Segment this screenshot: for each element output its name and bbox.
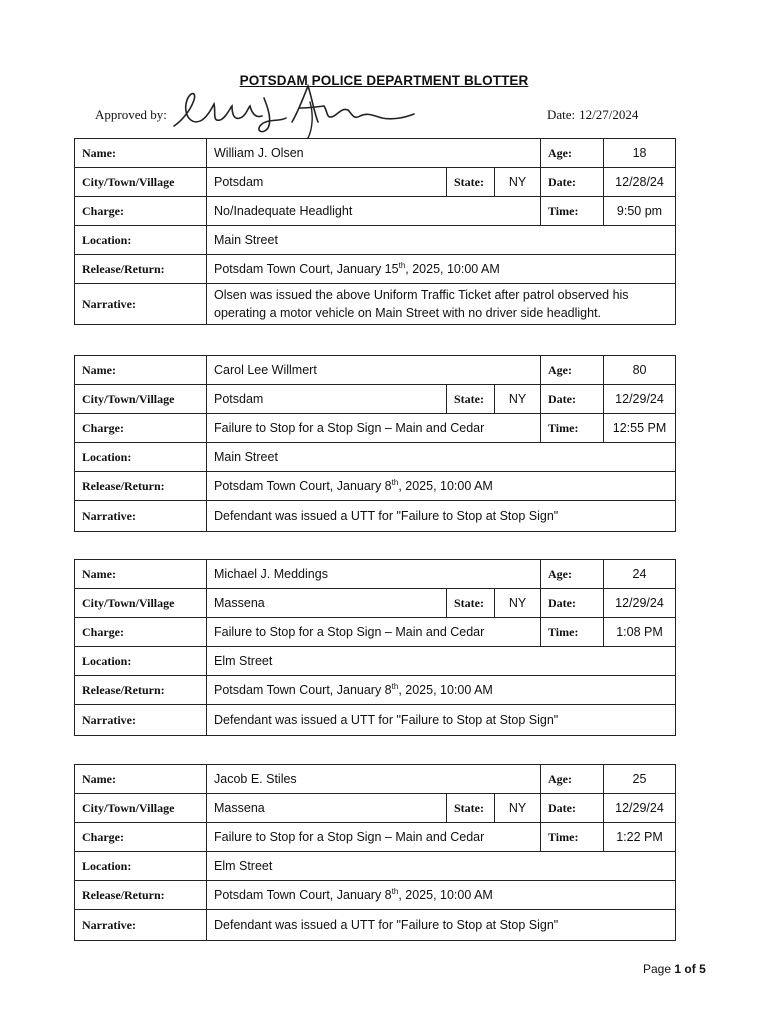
row-location — [75, 443, 676, 472]
release-text-end: , 2025, 10:00 AM — [398, 683, 493, 697]
time-value: 1:08 PM — [604, 618, 676, 647]
record-table — [74, 355, 676, 532]
date-value: 12/28/24 — [604, 168, 676, 197]
row-city — [75, 794, 676, 823]
name-label: Name: — [75, 139, 207, 168]
row-release — [75, 472, 676, 501]
narrative-label: Narrative: — [75, 705, 207, 736]
release-label: Release/Return: — [75, 255, 207, 284]
release-label: Release/Return: — [75, 472, 207, 501]
age-value: 24 — [604, 560, 676, 589]
state-value: NY — [495, 168, 541, 197]
location-label: Location: — [75, 647, 207, 676]
record-table — [74, 764, 676, 941]
row-name — [75, 356, 676, 385]
time-label: Time: — [541, 414, 604, 443]
state-value: NY — [495, 589, 541, 618]
row-location — [75, 647, 676, 676]
state-label: State: — [447, 168, 495, 197]
row-name — [75, 560, 676, 589]
charge-value: No/Inadequate Headlight — [207, 197, 541, 226]
date-value: 12/27/2024 — [579, 107, 639, 122]
release-value — [207, 881, 676, 910]
date-value: 12/29/24 — [604, 385, 676, 414]
state-label: State: — [447, 589, 495, 618]
time-label: Time: — [541, 197, 604, 226]
name-label: Name: — [75, 765, 207, 794]
release-text: Potsdam Town Court, January 8 — [214, 683, 392, 697]
name-value: Carol Lee Willmert — [207, 356, 541, 385]
time-value: 9:50 pm — [604, 197, 676, 226]
record-table — [74, 138, 676, 325]
page-of: of — [684, 962, 696, 976]
narrative-value: Olsen was issued the above Uniform Traffic Ticket after patrol observed his operating a motor vehicle on Main Street with no driver side headlight. — [207, 284, 676, 325]
release-value — [207, 255, 676, 284]
location-label: Location: — [75, 852, 207, 881]
row-charge — [75, 618, 676, 647]
date-value: 12/29/24 — [604, 794, 676, 823]
city-value: Massena — [207, 794, 447, 823]
release-text: Potsdam Town Court, January 8 — [214, 888, 392, 902]
report-date — [547, 107, 638, 123]
release-ordinal: th — [391, 477, 399, 487]
time-value: 12:55 PM — [604, 414, 676, 443]
state-value: NY — [495, 385, 541, 414]
row-release — [75, 676, 676, 705]
date-label: Date: — [547, 107, 576, 122]
signature-image — [168, 82, 418, 140]
page-total: 5 — [699, 962, 706, 976]
narrative-value: Defendant was issued a UTT for "Failure to Stop at Stop Sign" — [207, 705, 676, 736]
record-table — [74, 559, 676, 736]
name-label: Name: — [75, 356, 207, 385]
narrative-value: Defendant was issued a UTT for "Failure to Stop at Stop Sign" — [207, 910, 676, 941]
date-value: 12/29/24 — [604, 589, 676, 618]
narrative-label: Narrative: — [75, 910, 207, 941]
row-city — [75, 168, 676, 197]
release-text: Potsdam Town Court, January 15 — [214, 262, 399, 276]
date-label: Date: — [541, 589, 604, 618]
location-value: Main Street — [207, 226, 676, 255]
location-label: Location: — [75, 226, 207, 255]
narrative-value: Defendant was issued a UTT for "Failure to Stop at Stop Sign" — [207, 501, 676, 532]
release-ordinal: th — [391, 681, 399, 691]
age-label: Age: — [541, 765, 604, 794]
name-value: William J. Olsen — [207, 139, 541, 168]
approved-by-label: Approved by: — [95, 107, 167, 122]
name-value: Jacob E. Stiles — [207, 765, 541, 794]
row-location — [75, 852, 676, 881]
location-value: Elm Street — [207, 647, 676, 676]
age-value: 80 — [604, 356, 676, 385]
state-value: NY — [495, 794, 541, 823]
date-label: Date: — [541, 385, 604, 414]
state-label: State: — [447, 385, 495, 414]
charge-label: Charge: — [75, 414, 207, 443]
age-label: Age: — [541, 139, 604, 168]
release-text-end: , 2025, 10:00 AM — [398, 888, 493, 902]
row-release — [75, 881, 676, 910]
time-value: 1:22 PM — [604, 823, 676, 852]
location-value: Main Street — [207, 443, 676, 472]
charge-label: Charge: — [75, 618, 207, 647]
charge-value: Failure to Stop for a Stop Sign – Main and Cedar — [207, 823, 541, 852]
age-value: 18 — [604, 139, 676, 168]
row-city — [75, 589, 676, 618]
page-number — [643, 962, 706, 976]
time-label: Time: — [541, 618, 604, 647]
charge-label: Charge: — [75, 197, 207, 226]
release-text: Potsdam Town Court, January 8 — [214, 479, 392, 493]
row-name — [75, 765, 676, 794]
row-narrative — [75, 910, 676, 941]
release-ordinal: th — [398, 260, 406, 270]
row-narrative — [75, 705, 676, 736]
age-value: 25 — [604, 765, 676, 794]
page-current: 1 — [674, 962, 682, 976]
page-word: Page — [643, 962, 672, 976]
charge-label: Charge: — [75, 823, 207, 852]
release-text-end: , 2025, 10:00 AM — [398, 479, 493, 493]
charge-value: Failure to Stop for a Stop Sign – Main and Cedar — [207, 414, 541, 443]
city-label: City/Town/Village — [75, 168, 207, 197]
time-label: Time: — [541, 823, 604, 852]
city-value: Massena — [207, 589, 447, 618]
name-value: Michael J. Meddings — [207, 560, 541, 589]
city-value: Potsdam — [207, 168, 447, 197]
narrative-label: Narrative: — [75, 501, 207, 532]
row-charge — [75, 823, 676, 852]
row-release — [75, 255, 676, 284]
release-label: Release/Return: — [75, 676, 207, 705]
release-label: Release/Return: — [75, 881, 207, 910]
age-label: Age: — [541, 560, 604, 589]
row-charge — [75, 414, 676, 443]
location-label: Location: — [75, 443, 207, 472]
row-city — [75, 385, 676, 414]
release-ordinal: th — [391, 886, 399, 896]
date-label: Date: — [541, 168, 604, 197]
city-label: City/Town/Village — [75, 385, 207, 414]
location-value: Elm Street — [207, 852, 676, 881]
row-narrative — [75, 501, 676, 532]
row-charge — [75, 197, 676, 226]
city-label: City/Town/Village — [75, 589, 207, 618]
release-text-end: , 2025, 10:00 AM — [405, 262, 500, 276]
charge-value: Failure to Stop for a Stop Sign – Main and Cedar — [207, 618, 541, 647]
release-value — [207, 676, 676, 705]
row-name — [75, 139, 676, 168]
row-narrative — [75, 284, 676, 325]
date-label: Date: — [541, 794, 604, 823]
name-label: Name: — [75, 560, 207, 589]
state-label: State: — [447, 794, 495, 823]
narrative-label: Narrative: — [75, 284, 207, 325]
city-value: Potsdam — [207, 385, 447, 414]
city-label: City/Town/Village — [75, 794, 207, 823]
release-value — [207, 472, 676, 501]
age-label: Age: — [541, 356, 604, 385]
page-title: POTSDAM POLICE DEPARTMENT BLOTTER — [239, 73, 529, 88]
row-location — [75, 226, 676, 255]
